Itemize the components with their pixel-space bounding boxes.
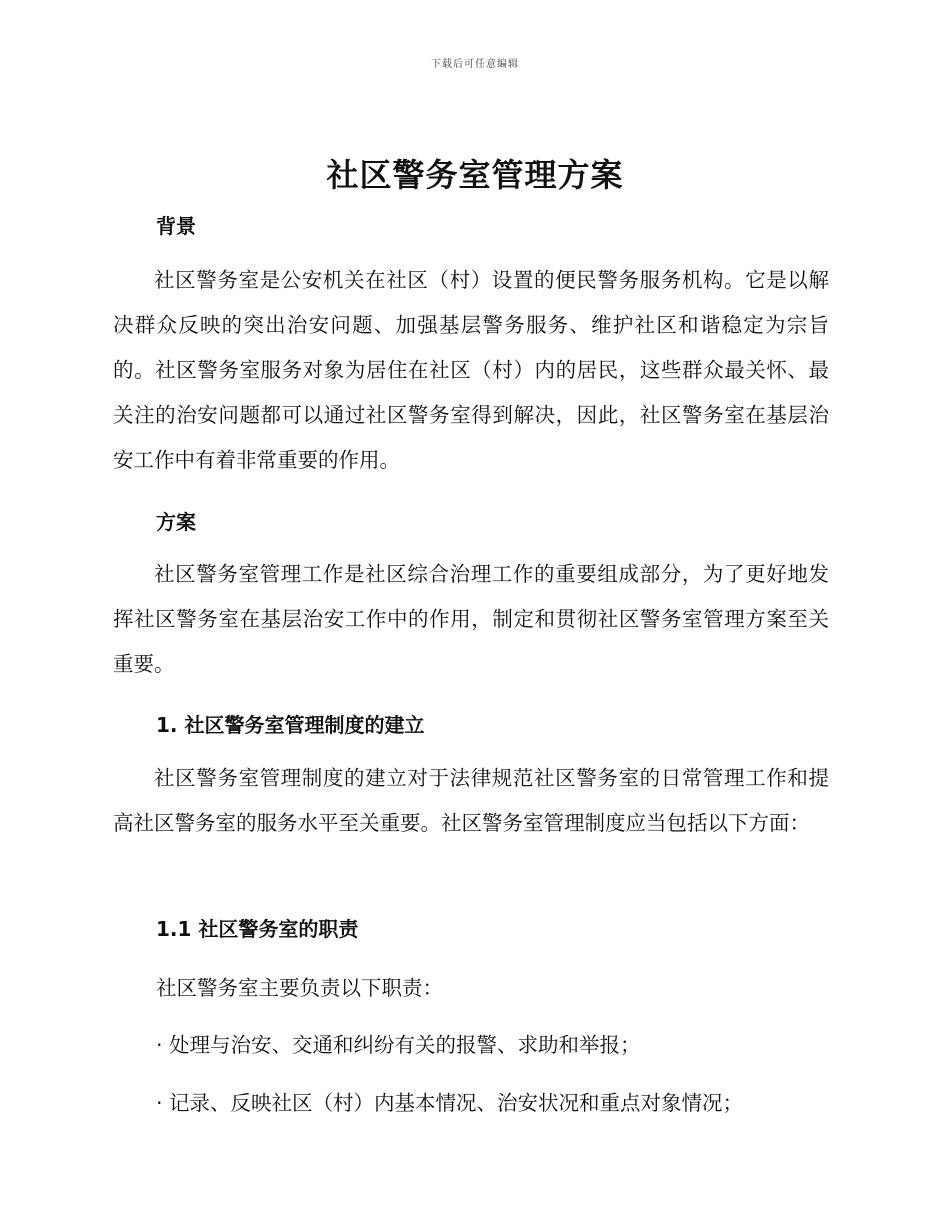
section-1-heading: 1. 社区警务室管理制度的建立 bbox=[156, 713, 425, 737]
duty-list-item: · 处理与治安、交通和纠纷有关的报警、求助和举报； bbox=[156, 1033, 641, 1057]
section-1-1-intro: 社区警务室主要负责以下职责： bbox=[156, 976, 443, 1000]
plan-heading: 方案 bbox=[156, 510, 196, 534]
background-heading: 背景 bbox=[156, 214, 196, 238]
plan-paragraph: 社区警务室管理工作是社区综合治理工作的重要组成部分，为了更好地发挥社区警务室在基层治安工作中的作用，制定和贯彻社区警务室管理方案至关重要。 bbox=[113, 562, 829, 676]
document-title: 社区警务室管理方案 bbox=[326, 156, 624, 194]
background-paragraph: 社区警务室是公安机关在社区（村）设置的便民警务服务机构。它是以解决群众反映的突出治安问题、加强基层警务服务、维护社区和谐稳定为宗旨的。社区警务室服务对象为居住在社区（村）内的居民，这些群众最关怀、最关注的治安问题都可以通过社区警务室得到解决，因此，社区警务室在基层治安工作中有着非常重要的作用。 bbox=[113, 268, 829, 472]
duty-list-item: · 记录、反映社区（村）内基本情况、治安状况和重点对象情况； bbox=[156, 1091, 744, 1115]
header-note: 下载后可任意编辑 bbox=[431, 59, 519, 70]
section-1-1-heading: 1.1 社区警务室的职责 bbox=[156, 917, 359, 941]
section-1-paragraph: 社区警务室管理制度的建立对于法律规范社区警务室的日常管理工作和提高社区警务室的服务水平至关重要。社区警务室管理制度应当包括以下方面： bbox=[113, 766, 829, 835]
